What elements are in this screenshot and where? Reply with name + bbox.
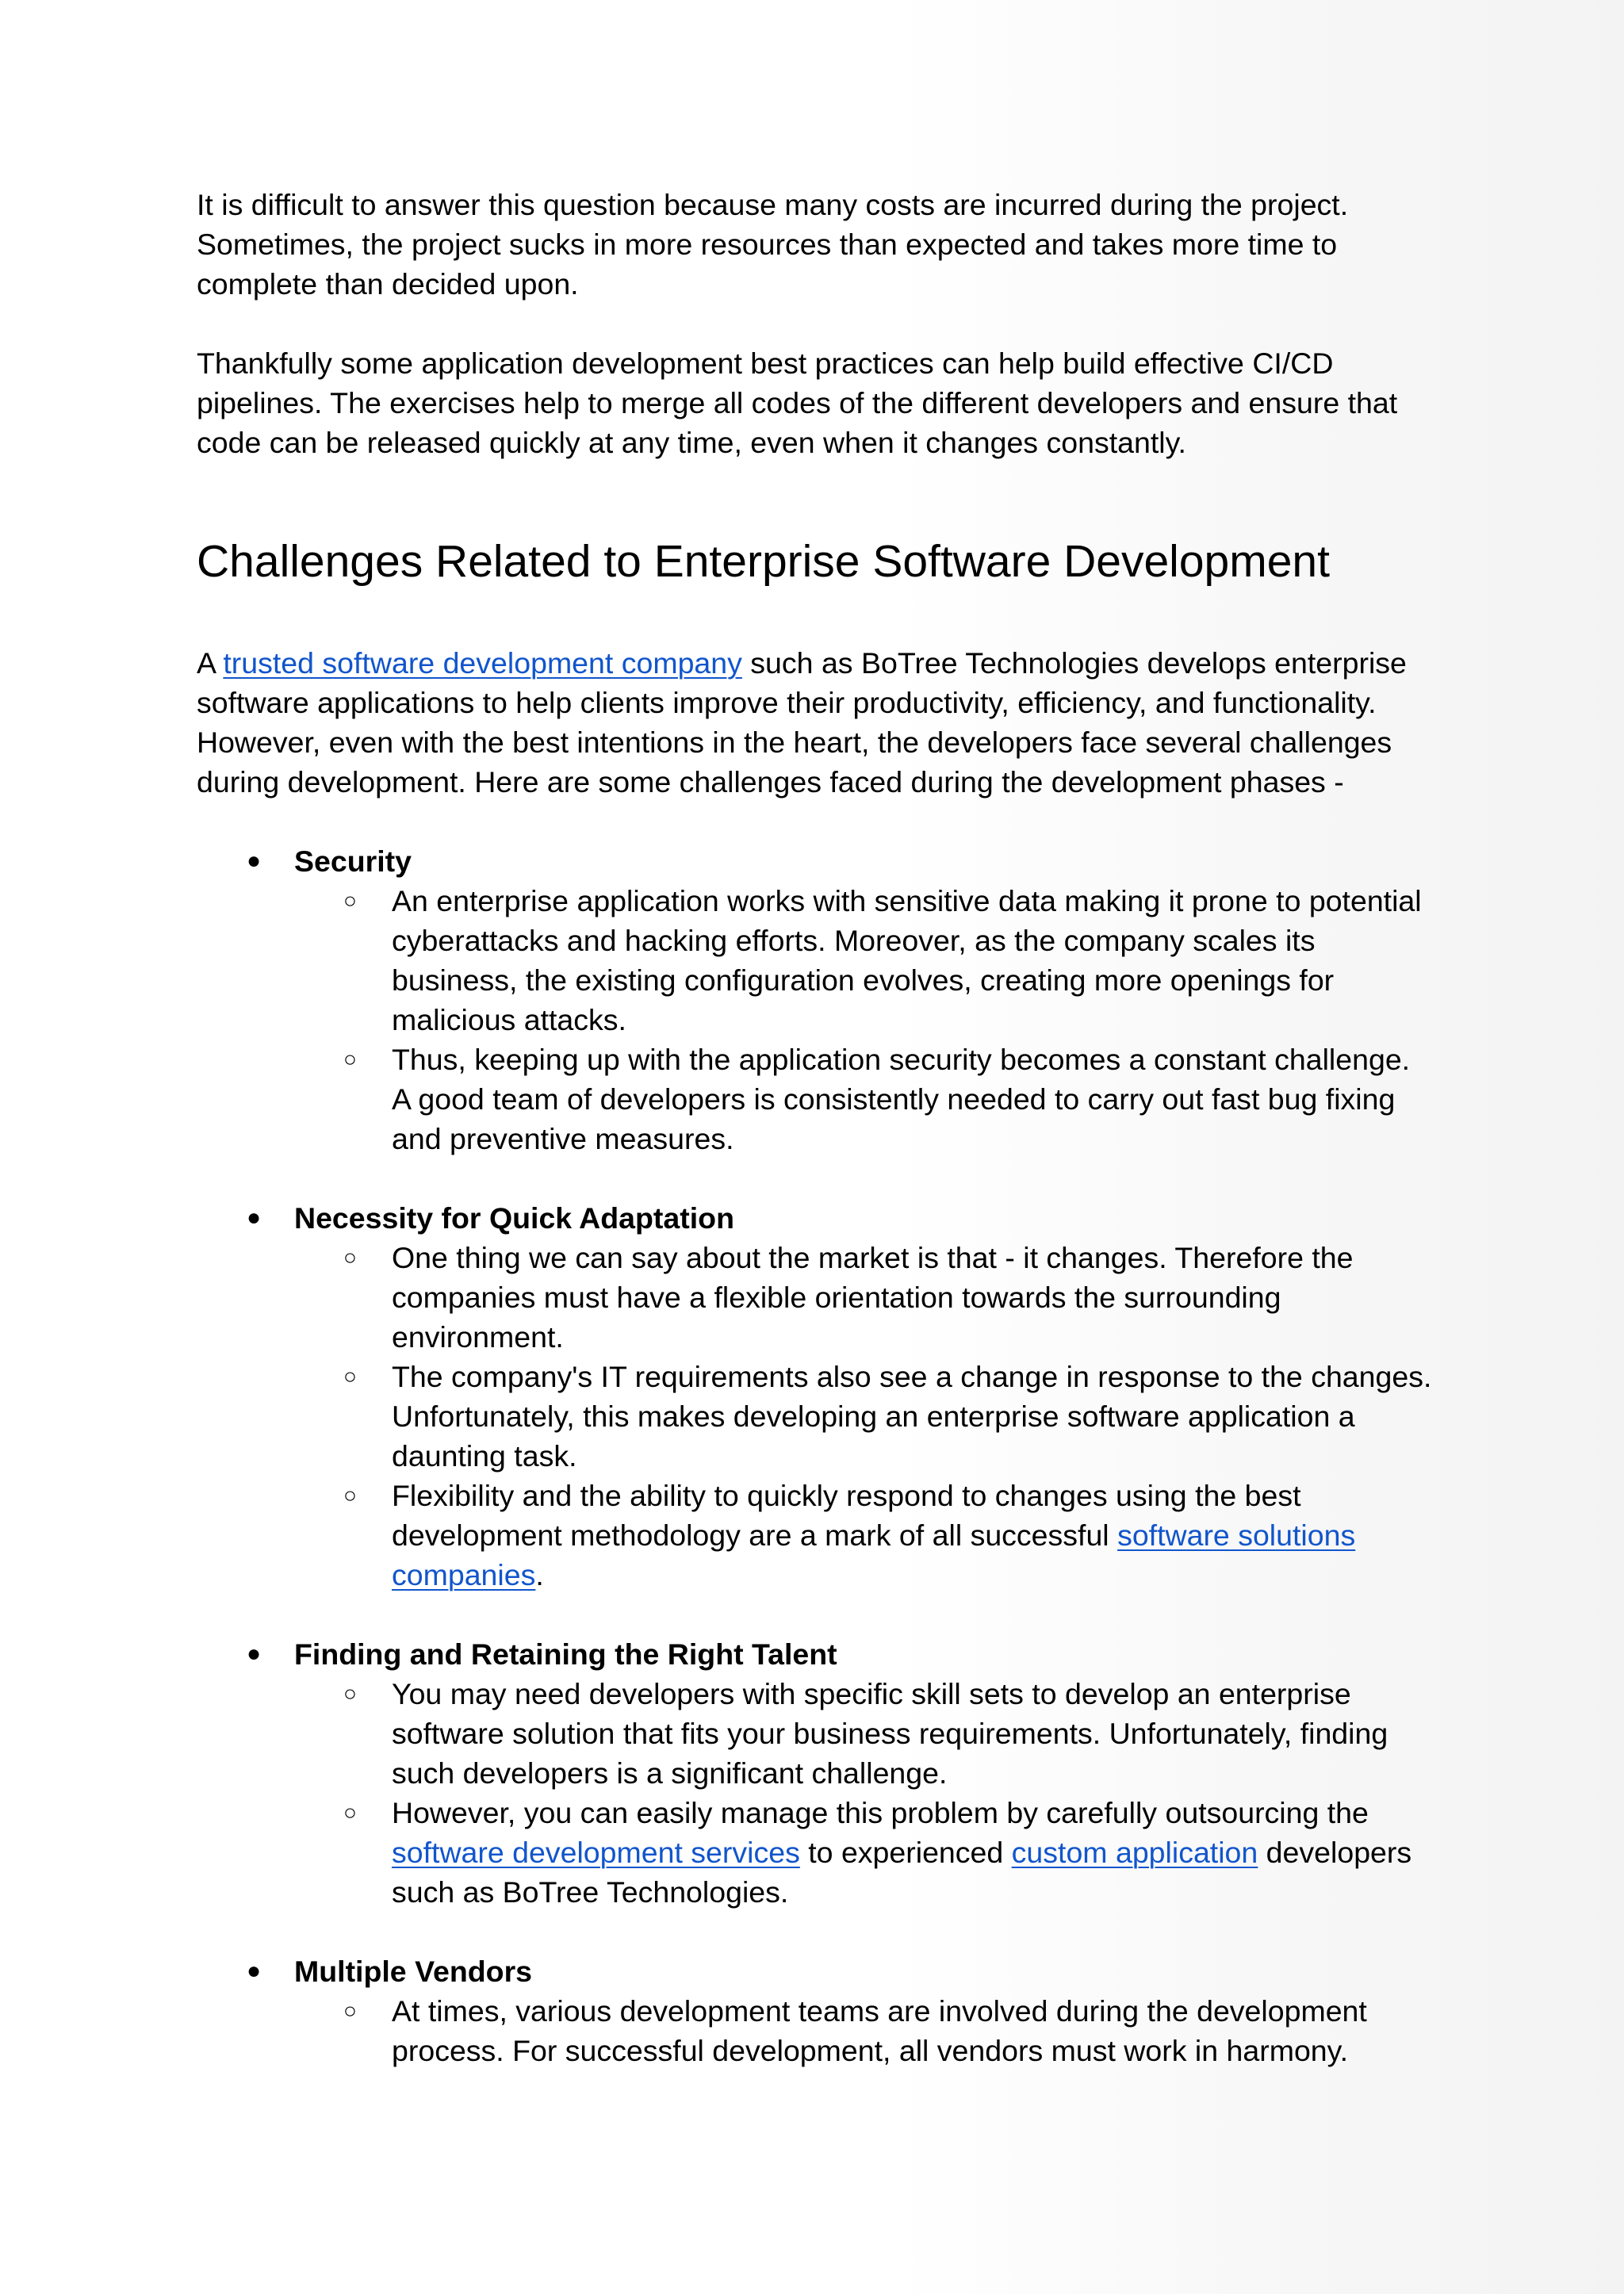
challenge-item-multiple-vendors (197, 1951, 1434, 2070)
trusted-company-link[interactable]: trusted software development company (223, 646, 742, 680)
list-item: ○ You may need developers with specific skill sets to develop an enterprise software solution that fits your business requirements. Unfortunately, finding such developers is a significant challenge. (294, 1674, 1434, 1793)
list-item: ○ At times, various development teams are involved during the development process. For successful development, all vendors must work in harmony. (294, 1991, 1434, 2070)
custom-application-link[interactable]: custom application (1011, 1836, 1258, 1869)
bullet-icon: ● (247, 848, 262, 874)
software-development-services-link[interactable]: software development services (392, 1836, 800, 1869)
circle-bullet-icon: ○ (343, 1800, 357, 1825)
list-item: ○ One thing we can say about the market is that - it changes. Therefore the companies must have a flexible orientation towards the surrounding environment. (294, 1238, 1434, 1357)
bullet-icon: ● (247, 1958, 262, 1984)
challenges-list (197, 841, 1434, 2070)
circle-bullet-icon: ○ (343, 1364, 357, 1388)
challenge-item-security (197, 841, 1434, 1158)
section-lead-paragraph (197, 643, 1434, 802)
list-item: ○ An enterprise application works with sensitive data making it prone to potential cyberattacks and hacking efforts. Moreover, as the company scales its business, the existing configuration evolves, creating more openings for malicious attacks. (294, 881, 1434, 1040)
intro-paragraph-2: Thankfully some application development best practices can help build effective CI/CD pipelines. The exercises help to merge all codes of the different developers and ensure that code can be released quickly at any time, even when it changes constantly. (197, 347, 1398, 459)
circle-bullet-icon: ○ (343, 1245, 357, 1270)
bullet-icon: ● (247, 1204, 262, 1231)
challenge-title: Necessity for Quick Adaptation (294, 1201, 734, 1235)
challenge-title: Finding and Retaining the Right Talent (294, 1637, 837, 1671)
list-item: ○ Thus, keeping up with the application security becomes a constant challenge. A good team of developers is consistently needed to carry out fast bug fixing and preventive measures. (294, 1040, 1434, 1158)
challenge-points (294, 1674, 1434, 1912)
software-solutions-companies-link[interactable]: software solutions companies (392, 1518, 1356, 1591)
circle-bullet-icon: ○ (343, 1998, 357, 2023)
circle-bullet-icon: ○ (343, 888, 357, 913)
challenge-item-talent (197, 1634, 1434, 1912)
challenge-points (294, 881, 1434, 1158)
bullet-icon: ● (247, 1641, 262, 1667)
list-item: ○ The company's IT requirements also see a change in response to the changes. Unfortunately, this makes developing an enterprise software application a daunting task. (294, 1357, 1434, 1476)
lead-prefix: A (197, 646, 224, 680)
challenge-title: Multiple Vendors (294, 1955, 533, 1988)
circle-bullet-icon: ○ (343, 1483, 357, 1507)
circle-bullet-icon: ○ (343, 1681, 357, 1706)
challenge-item-quick-adaptation (197, 1198, 1434, 1595)
lead-suffix: such as BoTree Technologies develops enterprise software applications to help clients improve their productivity, efficiency, and functionality. However, even with the best intentions in the heart, the developers face several challenges during development. Here are some challenges faced during the development phases - (197, 646, 1407, 798)
circle-bullet-icon: ○ (343, 1047, 357, 1071)
challenge-points (294, 1991, 1434, 2070)
list-item: ○ Flexibility and the ability to quickly respond to changes using the best development methodology are a mark of all successful software solutions companies. (294, 1476, 1434, 1595)
intro-paragraph-1: It is difficult to answer this question because many costs are incurred during the project. Sometimes, the project sucks in more resources than expected and takes more time to complete than decided upon. (197, 188, 1349, 301)
list-item: ○ However, you can easily manage this problem by carefully outsourcing the software development services to experienced custom application developers such as BoTree Technologies. (294, 1793, 1434, 1912)
challenge-title: Security (294, 844, 412, 878)
section-heading: Challenges Related to Enterprise Software Development (197, 536, 1330, 587)
challenge-points (294, 1238, 1434, 1595)
